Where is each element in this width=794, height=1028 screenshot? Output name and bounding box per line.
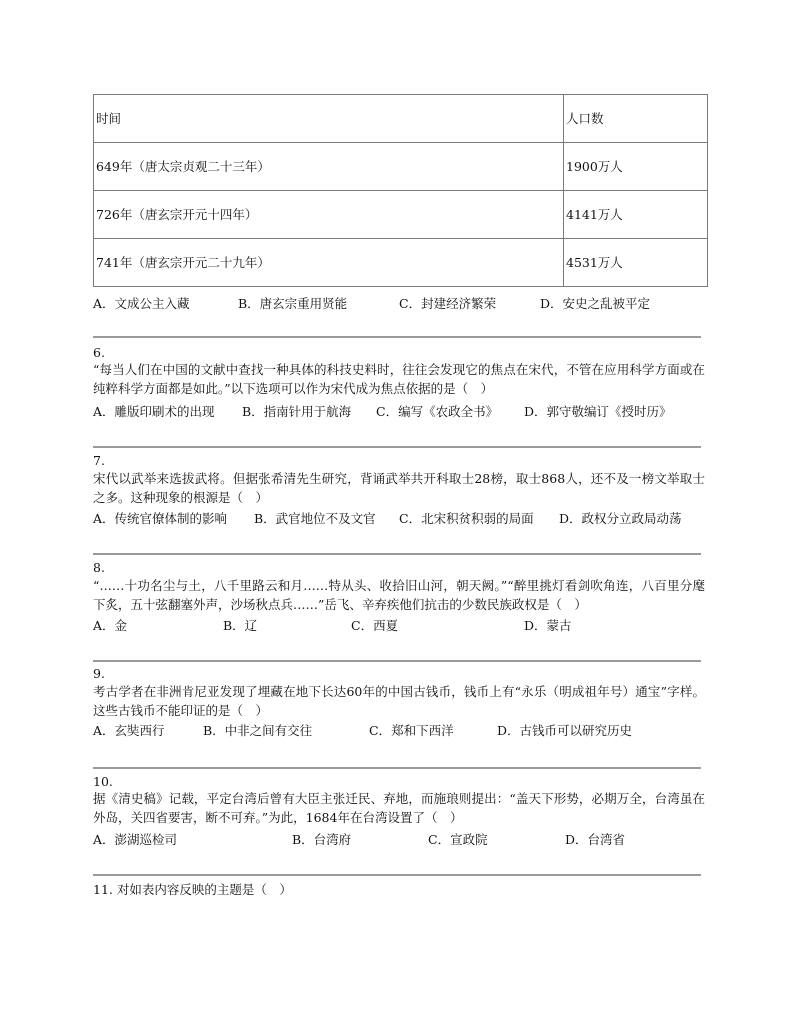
option-c[interactable]: C．编写《农政全书》 xyxy=(376,404,499,419)
divider xyxy=(93,874,701,876)
option-a[interactable]: A．传统官僚体制的影响 xyxy=(93,511,228,526)
option-b[interactable]: B．台湾府 xyxy=(292,832,352,847)
table-cell-time: 649年（唐太宗贞观二十三年） xyxy=(94,143,564,191)
option-b[interactable]: B．辽 xyxy=(223,618,258,633)
question-text: 11. 对如表内容反映的主题是（ ） xyxy=(93,882,292,897)
question-text: 宋代以武举来选拔武将。但据张希清先生研究，背诵武举共开科取士28榜，取士868人，还不及一榜文举取士之多。这种现象的根源是（ ） xyxy=(93,471,705,505)
option-c[interactable]: C．宣政院 xyxy=(428,832,488,847)
question-text: “每当人们在中国的文献中查找一种具体的科技史料时，往往会发现它的焦点在宋代，不管在应用科学方面或在纯粹科学方面都是如此。”以下选项可以作为宋代成为焦点依据的是（ ） xyxy=(93,362,705,396)
question-number: 8. xyxy=(93,560,105,575)
table-row xyxy=(94,239,708,287)
option-c[interactable]: C．北宋积贫积弱的局面 xyxy=(399,511,534,526)
option-c[interactable]: C．郑和下西洋 xyxy=(369,723,454,738)
question-number: 9. xyxy=(93,666,105,681)
option-a[interactable]: A．雕版印刷术的出现 xyxy=(93,404,215,419)
divider xyxy=(93,336,701,338)
table-header-time: 时间 xyxy=(94,95,564,143)
table-cell-time: 726年（唐玄宗开元十四年） xyxy=(94,191,564,239)
option-d[interactable]: D．安史之乱被平定 xyxy=(540,296,651,311)
table-cell-population: 1900万人 xyxy=(564,143,708,191)
option-b[interactable]: B．指南针用于航海 xyxy=(242,404,352,419)
option-d[interactable]: D．蒙古 xyxy=(524,618,572,633)
question-number: 7. xyxy=(93,453,105,468)
option-c[interactable]: C．西夏 xyxy=(351,618,399,633)
table-cell-time: 741年（唐玄宗开元二十九年） xyxy=(94,239,564,287)
question-number: 10. xyxy=(93,774,113,789)
option-d[interactable]: D．政权分立政局动荡 xyxy=(559,511,682,526)
option-c[interactable]: C．封建经济繁荣 xyxy=(399,296,497,311)
population-table xyxy=(93,94,708,287)
option-a[interactable]: A．金 xyxy=(93,618,128,633)
option-b[interactable]: B．唐玄宗重用贤能 xyxy=(238,296,348,311)
option-a[interactable]: A．澎湖巡检司 xyxy=(93,832,178,847)
question-text: 考古学者在非洲肯尼亚发现了埋藏在地下长达60年的中国古钱币，钱币上有“永乐（明成祖年号）通宝”字样。这些古钱币不能印证的是（ ） xyxy=(93,684,705,718)
table-header-row xyxy=(94,95,708,143)
table-header-population: 人口数 xyxy=(564,95,708,143)
option-a[interactable]: A．玄奘西行 xyxy=(93,723,165,738)
option-b[interactable]: B．武官地位不及文官 xyxy=(254,511,376,526)
question-text: 据《清史稿》记载，平定台湾后曾有大臣主张迁民、弃地，而施琅则提出：“盖天下形势，必期万全，台湾虽在外岛，关四省要害，断不可弃。”为此，1684年在台湾设置了（ ） xyxy=(93,791,705,825)
option-d[interactable]: D．古钱币可以研究历史 xyxy=(497,723,633,738)
option-d[interactable]: D．台湾省 xyxy=(565,832,626,847)
table-row xyxy=(94,143,708,191)
divider xyxy=(93,446,701,448)
question-number: 6. xyxy=(93,345,105,360)
divider xyxy=(93,660,701,662)
divider xyxy=(93,553,701,555)
table-row xyxy=(94,191,708,239)
option-a[interactable]: A．文成公主入藏 xyxy=(93,296,190,311)
table-cell-population: 4141万人 xyxy=(564,191,708,239)
divider xyxy=(93,767,701,769)
question-text: “……十功名尘与土，八千里路云和月……特从头、收拾旧山河，朝天阙。”“醉里挑灯看剑吹角连，八百里分麾下炙，五十弦翻塞外声，沙场秋点兵……”岳飞、辛弃疾他们抗击的少数民族政权是（ ） xyxy=(93,578,705,612)
option-b[interactable]: B．中非之间有交往 xyxy=(203,723,313,738)
table-cell-population: 4531万人 xyxy=(564,239,708,287)
option-d[interactable]: D．郭守敬编订《授时历》 xyxy=(524,404,672,419)
